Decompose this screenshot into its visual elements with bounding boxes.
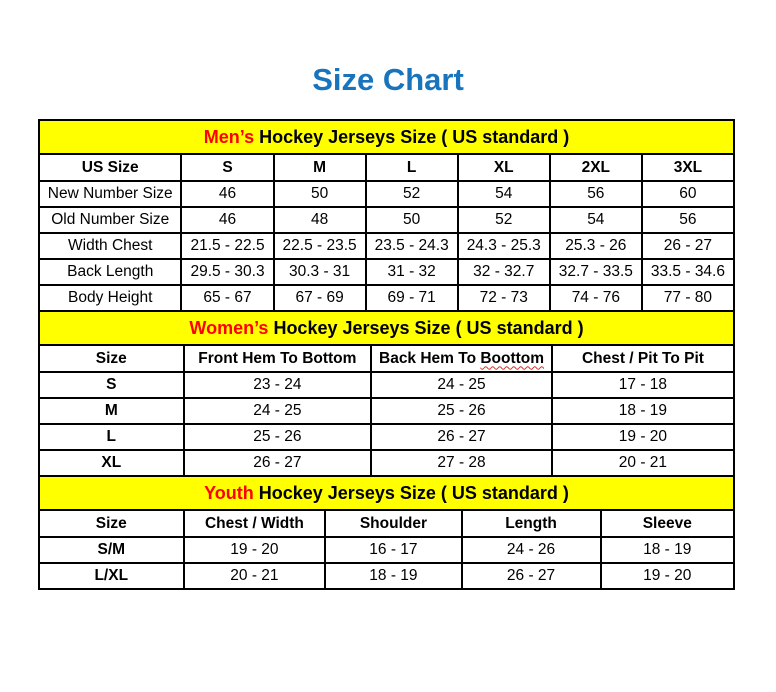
misspelled-word: Boottom (480, 349, 545, 367)
men-value-cell: 54 (458, 181, 550, 207)
youth-column-header: Length (462, 510, 601, 537)
women-data-row (39, 424, 734, 450)
youth-column-header: Shoulder (325, 510, 461, 537)
youth-value-cell: 24 - 26 (462, 537, 601, 563)
mens-banner-highlight: Men’s (203, 126, 255, 147)
men-value-cell: 25.3 - 26 (550, 233, 642, 259)
youth-value-cell: 16 - 17 (325, 537, 461, 563)
women-row-label: XL (39, 450, 184, 476)
women-row-label: M (39, 398, 184, 424)
men-column-header-row (39, 154, 734, 181)
women-column-header: Size (39, 345, 184, 372)
youth-banner-text: Hockey Jerseys Size ( US standard ) (253, 482, 569, 503)
women-value-cell: 25 - 26 (371, 398, 552, 424)
men-data-row (39, 207, 734, 233)
men-column-header: XL (458, 154, 550, 181)
women-value-cell: 19 - 20 (552, 424, 734, 450)
womens-size-table (38, 310, 735, 477)
men-value-cell: 32 - 32.7 (458, 259, 550, 285)
women-value-cell: 17 - 18 (552, 372, 734, 398)
men-row-label: Old Number Size (39, 207, 181, 233)
women-data-row (39, 450, 734, 476)
men-value-cell: 56 (642, 207, 734, 233)
size-chart (38, 119, 735, 590)
youth-banner-highlight: Youth (204, 482, 254, 503)
women-value-cell: 24 - 25 (184, 398, 372, 424)
men-value-cell: 29.5 - 30.3 (181, 259, 273, 285)
women-column-header: Chest / Pit To Pit (552, 345, 734, 372)
womens-banner-row (39, 311, 734, 345)
men-column-header: L (366, 154, 458, 181)
men-column-header: 2XL (550, 154, 642, 181)
men-value-cell: 65 - 67 (181, 285, 273, 311)
womens-section-header (39, 311, 734, 345)
size-chart-document (0, 62, 776, 590)
women-value-cell: 27 - 28 (371, 450, 552, 476)
mens-banner-row (39, 120, 734, 154)
men-value-cell: 30.3 - 31 (274, 259, 366, 285)
men-value-cell: 31 - 32 (366, 259, 458, 285)
youth-column-header: Size (39, 510, 184, 537)
youth-value-cell: 18 - 19 (325, 563, 461, 589)
youth-column-header: Chest / Width (184, 510, 326, 537)
men-row-label: New Number Size (39, 181, 181, 207)
men-row-label: Body Height (39, 285, 181, 311)
mens-section-header (39, 120, 734, 154)
men-value-cell: 32.7 - 33.5 (550, 259, 642, 285)
youth-banner-row (39, 476, 734, 510)
men-column-header: US Size (39, 154, 181, 181)
youth-value-cell: 19 - 20 (184, 537, 326, 563)
women-column-header-row (39, 345, 734, 372)
women-value-cell: 20 - 21 (552, 450, 734, 476)
youth-column-header: Sleeve (601, 510, 734, 537)
youth-section-header (39, 476, 734, 510)
women-row-label: L (39, 424, 184, 450)
men-value-cell: 77 - 80 (642, 285, 734, 311)
women-value-cell: 18 - 19 (552, 398, 734, 424)
men-value-cell: 48 (274, 207, 366, 233)
men-data-row (39, 259, 734, 285)
men-value-cell: 23.5 - 24.3 (366, 233, 458, 259)
men-value-cell: 21.5 - 22.5 (181, 233, 273, 259)
men-column-header: M (274, 154, 366, 181)
men-value-cell: 52 (366, 181, 458, 207)
men-value-cell: 50 (366, 207, 458, 233)
women-column-header: Front Hem To Bottom (184, 345, 372, 372)
youth-data-row (39, 563, 734, 589)
youth-row-label: L/XL (39, 563, 184, 589)
youth-value-cell: 20 - 21 (184, 563, 326, 589)
men-column-header: 3XL (642, 154, 734, 181)
women-data-row (39, 398, 734, 424)
women-data-row (39, 372, 734, 398)
men-value-cell: 67 - 69 (274, 285, 366, 311)
men-row-label: Width Chest (39, 233, 181, 259)
men-value-cell: 46 (181, 207, 273, 233)
women-row-label: S (39, 372, 184, 398)
men-value-cell: 56 (550, 181, 642, 207)
men-value-cell: 22.5 - 23.5 (274, 233, 366, 259)
womens-banner-text: Hockey Jerseys Size ( US standard ) (268, 317, 584, 338)
men-column-header: S (181, 154, 273, 181)
mens-size-table (38, 119, 735, 312)
men-value-cell: 50 (274, 181, 366, 207)
men-value-cell: 33.5 - 34.6 (642, 259, 734, 285)
youth-size-table (38, 475, 735, 590)
men-value-cell: 54 (550, 207, 642, 233)
men-value-cell: 60 (642, 181, 734, 207)
men-value-cell: 52 (458, 207, 550, 233)
men-value-cell: 72 - 73 (458, 285, 550, 311)
men-value-cell: 24.3 - 25.3 (458, 233, 550, 259)
page-title: Size Chart (312, 62, 464, 97)
women-value-cell: 25 - 26 (184, 424, 372, 450)
womens-banner-highlight: Women’s (189, 317, 269, 338)
women-value-cell: 26 - 27 (184, 450, 372, 476)
women-value-cell: 24 - 25 (371, 372, 552, 398)
men-value-cell: 26 - 27 (642, 233, 734, 259)
men-value-cell: 69 - 71 (366, 285, 458, 311)
youth-value-cell: 18 - 19 (601, 537, 734, 563)
youth-column-header-row (39, 510, 734, 537)
men-value-cell: 46 (181, 181, 273, 207)
youth-row-label: S/M (39, 537, 184, 563)
women-value-cell: 26 - 27 (371, 424, 552, 450)
youth-data-row (39, 537, 734, 563)
men-data-row (39, 285, 734, 311)
men-value-cell: 74 - 76 (550, 285, 642, 311)
women-column-header: Back Hem To Boottom (371, 345, 552, 372)
women-value-cell: 23 - 24 (184, 372, 372, 398)
mens-banner-text: Hockey Jerseys Size ( US standard ) (254, 126, 570, 147)
youth-value-cell: 19 - 20 (601, 563, 734, 589)
youth-value-cell: 26 - 27 (462, 563, 601, 589)
men-row-label: Back Length (39, 259, 181, 285)
men-data-row (39, 181, 734, 207)
men-data-row (39, 233, 734, 259)
